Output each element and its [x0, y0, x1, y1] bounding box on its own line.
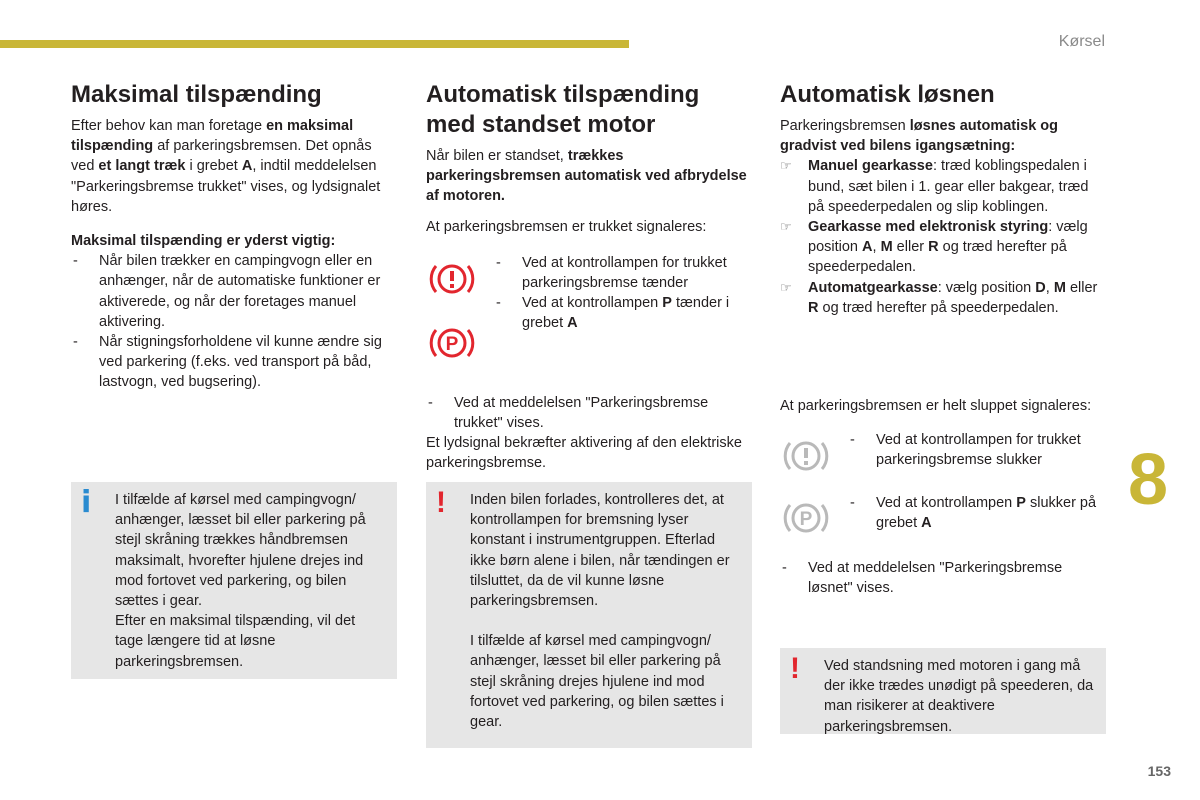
- message-list: [780, 558, 1106, 598]
- list-item: ☞ Manuel gearkasse: træd koblingspedalen i bund, sæt bilen i 1. gear eller bakgear, træd på speederpedalen og slip koblingen.: [780, 158, 1089, 215]
- indicator-block: [426, 253, 752, 363]
- hand-pointer-icon: ☞: [780, 219, 792, 235]
- sound-text: Et lydsignal bekræfter aktivering af den elektriske parkeringsbremse.: [426, 435, 742, 472]
- intro-paragraph: Parkeringsbremsen løsnes automatisk og gradvist ved bilens igangsætning:: [780, 118, 1059, 155]
- svg-text:P: P: [799, 509, 813, 531]
- section-heading: Automatisk tilspænding med standset motor: [426, 81, 700, 138]
- warning-text: Ved standsning med motoren i gang må der ikke trædes unødigt på speederen, da man risikerer at deaktivere parkeringsbremsen.: [824, 658, 1094, 735]
- intro-paragraph: Efter behov kan man foretage en maksimal tilspænding af parkeringsbremsen. Det opnås ved et langt træk i grebet A, indtil meddelelsen "Parkeringsbremse trukket" vises, og lydsignalet høres.: [71, 118, 381, 215]
- list-item: - Ved at kontrollampen for trukket parkeringsbremse tænder: [494, 253, 752, 293]
- chapter-title: Kørsel: [1058, 33, 1105, 50]
- list-item: - Når stigningsforholdene vil kunne ændre sig ved parkering (f.eks. ved transport på båd, lastvogn, ved bugsering).: [71, 332, 397, 393]
- hand-pointer-icon: ☞: [780, 279, 792, 295]
- section-auto-tightening: [426, 80, 752, 474]
- chapter-number-tab: 8: [1128, 440, 1169, 520]
- indicator-block: [780, 430, 1106, 538]
- chapter-accent-bar: [0, 40, 629, 48]
- section-maximal-tightening: [71, 80, 397, 393]
- svg-text:P: P: [445, 333, 459, 355]
- release-text: At parkeringsbremsen er helt sluppet signaleres:: [780, 398, 1092, 415]
- list-item: ☞ Automatgearkasse: vælg position D, M eller R og træd herefter på speederpedalen.: [780, 279, 1098, 316]
- list-item: - Ved at kontrollampen for trukket parkeringsbremse slukker: [848, 430, 1106, 470]
- intro-paragraph: Når bilen er standset, trækkes parkeringsbremsen automatisk ved afbrydelse af motoren.: [426, 148, 747, 205]
- warning-text: Inden bilen forlades, kontrolleres det, at kontrollampen for bremsning lyser konstant i instrumentgruppen. Efterlad ikke børn alene i bilen, når tændingen er tilsluttet, da de vil kunne løsne parkeringsbremsen.: [470, 492, 730, 610]
- warning-box: [780, 648, 1106, 734]
- indicator-list: [848, 430, 1106, 533]
- list-item: - Når bilen trækker en campingvogn eller en anhænger, når de automatiske funktioner er aktiverede, og når der foretages manuel aktivering.: [71, 251, 397, 332]
- transmission-list: [780, 156, 1106, 318]
- indicator-icons: [780, 430, 848, 538]
- info-box: [71, 482, 397, 679]
- section-auto-release: [780, 80, 1106, 599]
- parking-p-lamp-off-icon: [780, 498, 832, 538]
- page-number: 153: [1147, 763, 1171, 779]
- important-heading: Maksimal tilspænding er yderst vigtig:: [71, 233, 336, 250]
- section-heading: Maksimal tilspænding: [71, 81, 322, 108]
- list-item: - Ved at kontrollampen P tænder i grebet A: [494, 293, 752, 333]
- signal-text: At parkeringsbremsen er trukket signaleres:: [426, 218, 707, 235]
- parking-p-lamp-icon: [426, 323, 478, 363]
- message-list: [426, 393, 752, 433]
- warning-icon: !: [790, 652, 800, 685]
- warning-icon: !: [436, 486, 446, 519]
- list-item: - Ved at meddelelsen "Parkeringsbremse trukket" vises.: [426, 393, 752, 433]
- list-item: - Ved at meddelelsen "Parkeringsbremse løsnet" vises.: [780, 558, 1106, 598]
- warning-text: I tilfælde af kørsel med campingvogn/ anhænger, læsset bil eller parkering på stejl skråning drejes hjulene ind mod fortovet ved parkering, og bilen sættes i gear.: [470, 633, 724, 731]
- brake-warning-lamp-icon: [426, 259, 478, 299]
- warning-box: [426, 482, 752, 748]
- section-heading: Automatisk løsnen: [780, 81, 995, 108]
- brake-warning-lamp-off-icon: [780, 436, 832, 476]
- hand-pointer-icon: ☞: [780, 158, 792, 174]
- list-item: - Ved at kontrollampen P slukker på grebet A: [848, 493, 1106, 533]
- info-text: I tilfælde af kørsel med campingvogn/ anhænger, læsset bil eller parkering på stejl skråning trækkes håndbremsen maksimalt, hvorefter hjulene drejes ind mod fortovet ved parkering, og bilen sættes i gear.: [115, 492, 366, 610]
- important-list: [71, 251, 397, 392]
- indicator-list: [494, 253, 752, 334]
- info-icon: i: [81, 485, 92, 520]
- list-item: ☞ Gearkasse med elektronisk styring: vælg position A, M eller R og træd herefter på speederpedalen.: [780, 219, 1088, 276]
- indicator-icons: [426, 253, 494, 363]
- info-text: Efter en maksimal tilspænding, vil det tage længere tid at løsne parkeringsbremsen.: [115, 613, 356, 670]
